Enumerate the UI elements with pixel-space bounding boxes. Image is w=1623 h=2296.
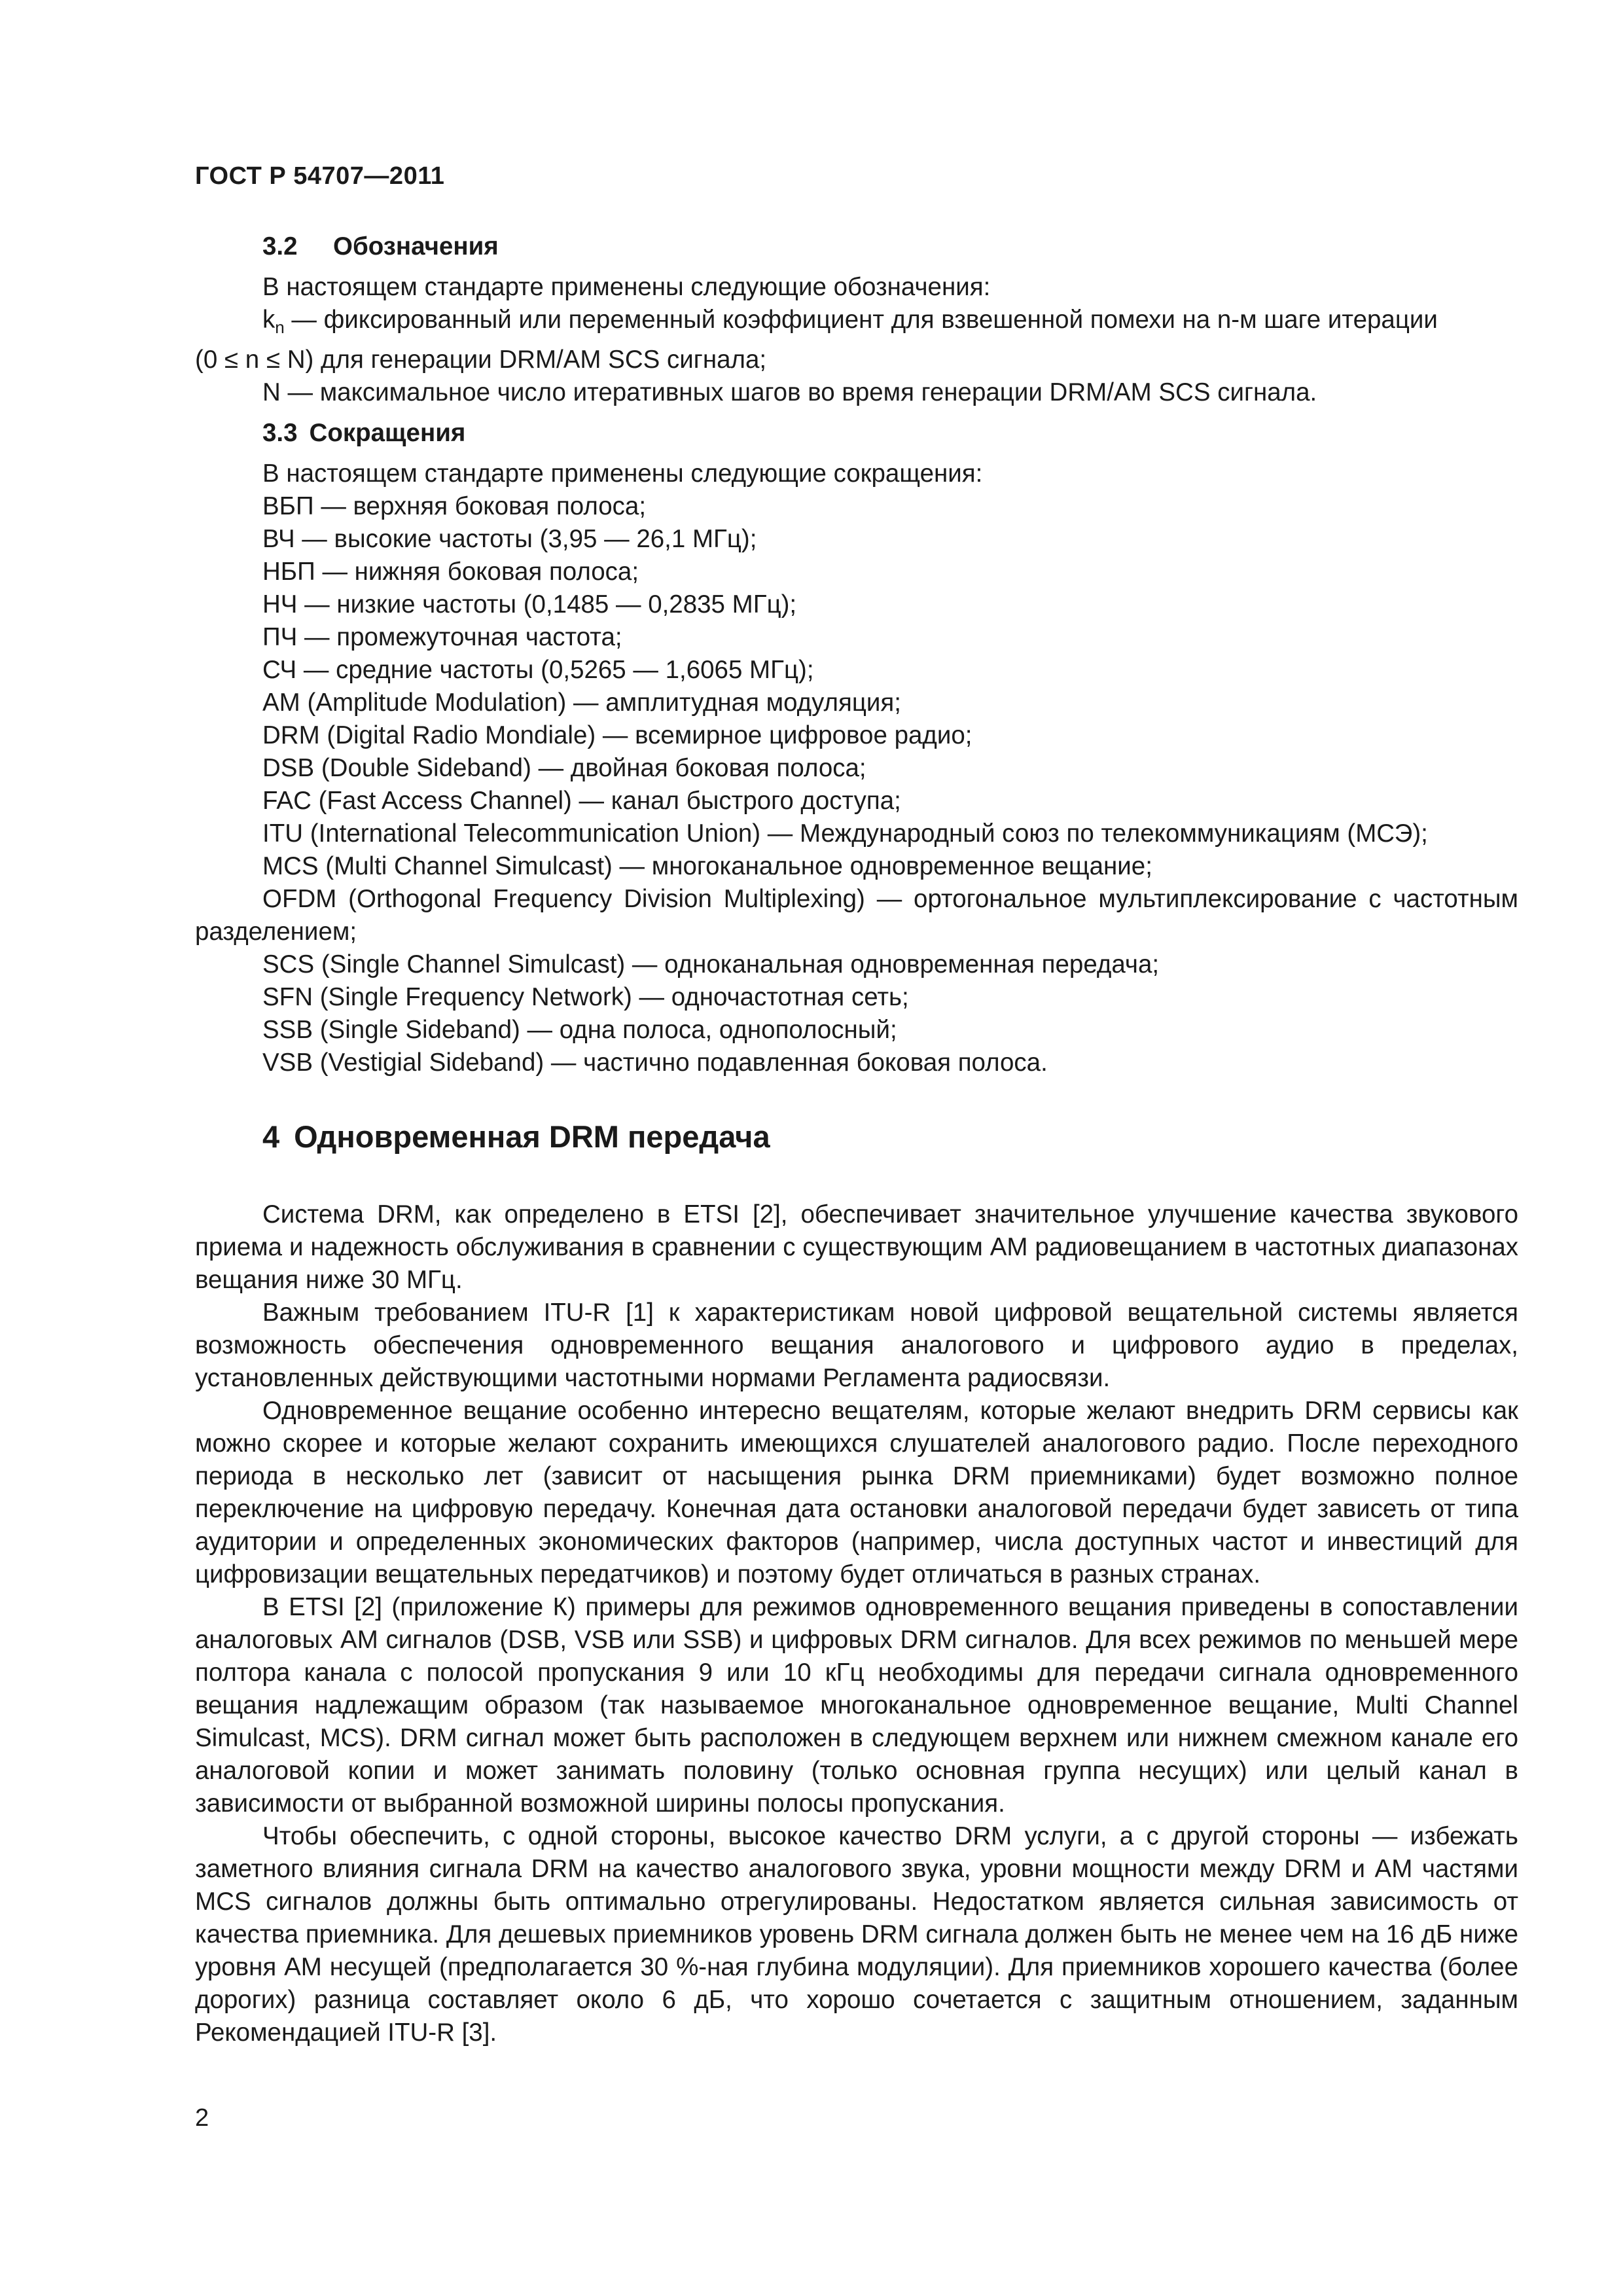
kn-symbol: k [262,306,276,334]
abbreviation-item: MCS (Multi Channel Simulcast) — многоканальное одновременное вещание; [262,852,1152,880]
abbreviation-item: SCS (Single Channel Simulcast) — одноканальная одновременная передача; [262,950,1160,978]
section-title: Обозначения [333,232,499,260]
abbreviation-item: DSB (Double Sideband) — двойная боковая полоса; [262,754,866,782]
abbreviation-item: SSB (Single Sideband) — одна полоса, однополосный; [262,1016,897,1044]
body-paragraph: Чтобы обеспечить, с одной стороны, высокое качество DRM услуги, а с другой стороны — избежать заметного влияния сигнала DRM на качество аналогового звука, уровни мощности между DRM и AM частями MCS сигналов должны быть оптимально отрегулированы. Недостатком является сильная зависимость от качества приемника. Для дешевых приемников уровень DRM сигнала должен быть не менее чем на 16 дБ ниже уровня AM несущей (предполагается 30 %-ная глубина модуляции). Для приемников хорошего качества (более дорогих) разница составляет около 6 дБ, что хорошо сочетается с защитным отношением, заданным Рекомендацией ITU-R [3]. [195,1822,1518,2047]
section-3-2-intro: В настоящем стандарте применены следующие обозначения: [262,273,991,301]
document-header: ГОСТ Р 54707—2011 [195,162,445,190]
abbreviation-item: FAC (Fast Access Channel) — канал быстрого доступа; [262,787,901,815]
section-4-heading [195,1119,1518,1155]
body-paragraph: В ETSI [2] (приложение К) примеры для режимов одновременного вещания приведены в сопоставлении аналоговых AM сигналов (DSB, VSB или SSB) и цифровых DRM сигналов. Для всех режимов по меньшей мере полтора канала с полосой пропускания 9 или 10 кГц необходимы для передачи сигнала одновременного вещания надлежащим образом (так называемое многоканальное одновременное вещание, Multi Channel Simulcast, MCS). DRM сигнал может быть расположен в следующем верхнем или нижнем смежном канале его аналоговой копии и может занимать половину (только основная группа несущих) или целый канал в зависимости от выбранной возможной ширины полосы пропускания. [195,1593,1518,1818]
document-body [195,230,1518,2049]
abbreviation-item: OFDM (Orthogonal Frequency Division Multiplexing) — ортогональное мультиплексирование с частотным разделением; [195,885,1518,946]
section-title: Одновременная DRM передача [294,1119,770,1154]
abbreviation-item: VSB (Vestigial Sideband) — частично подавленная боковая полоса. [262,1049,1048,1077]
abbreviation-item: НБП — нижняя боковая полоса; [262,558,639,586]
abbreviation-item: AM (Amplitude Modulation) — амплитудная модуляция; [262,689,901,717]
abbreviation-item: ITU (International Telecommunication Union) — Международный союз по телекоммуникациям (МСЭ); [262,819,1428,848]
abbreviation-item: ВБП — верхняя боковая полоса; [262,492,647,520]
section-3-3-intro: В настоящем стандарте применены следующие сокращения: [262,459,983,488]
body-paragraph: Важным требованием ITU-R [1] к характеристикам новой цифровой вещательной системы является возможность обеспечения одновременного вещания аналогового и цифрового аудио в пределах, установленных действующими частотными нормами Регламента радиосвязи. [195,1299,1518,1392]
abbreviation-item: ПЧ — промежуточная частота; [262,623,622,651]
section-number: 4 [262,1119,280,1154]
abbreviation-item: СЧ — средние частоты (0,5265 — 1,6065 МГц); [262,656,814,684]
kn-definition-continued: (0 ≤ n ≤ N) для генерации DRM/AM SCS сигнала; [195,346,767,374]
abbreviation-item: DRM (Digital Radio Mondiale) — всемирное цифровое радио; [262,721,972,749]
body-paragraph: Одновременное вещание особенно интересно вещателям, которые желают внедрить DRM сервисы как можно скорее и которые желают сохранить имеющихся слушателей аналогового радио. После переходного периода в несколько лет (зависит от насыщения рынка DRM приемниками) будет возможно полное переключение на цифровую передачу. Конечная дата остановки аналоговой передачи будет зависеть от типа аудитории и определенных экономических факторов (например, числа доступных частот и инвестиций для цифровизации вещательных передатчиков) и поэтому будет отличаться в разных странах. [195,1397,1518,1588]
body-paragraph: Система DRM, как определено в ETSI [2], обеспечивает значительное улучшение качества звукового приема и надежность обслуживания в сравнении с существующим AM радиовещанием в частотных диапазонах вещания ниже 30 МГц. [195,1200,1518,1294]
n-definition: N — максимальное число итеративных шагов во время генерации DRM/AM SCS сигнала. [262,378,1317,406]
section-number: 3.2 [262,232,298,260]
abbreviation-item: НЧ — низкие частоты (0,1485 — 0,2835 МГц); [262,590,797,619]
page-number: 2 [195,2104,209,2132]
section-3-2-heading [195,230,1518,263]
kn-subscript: n [275,317,285,337]
section-title: Сокращения [309,419,466,447]
abbreviation-item: SFN (Single Frequency Network) — одночастотная сеть; [262,983,909,1011]
kn-text: — фиксированный или переменный коэффициент для взвешенной помехи на n-м шаге итерации [284,306,1438,334]
kn-definition [195,304,1518,344]
section-3-3-heading [195,417,1518,450]
abbreviation-item: ВЧ — высокие частоты (3,95 — 26,1 МГц); [262,525,757,553]
section-number: 3.3 [262,419,298,447]
